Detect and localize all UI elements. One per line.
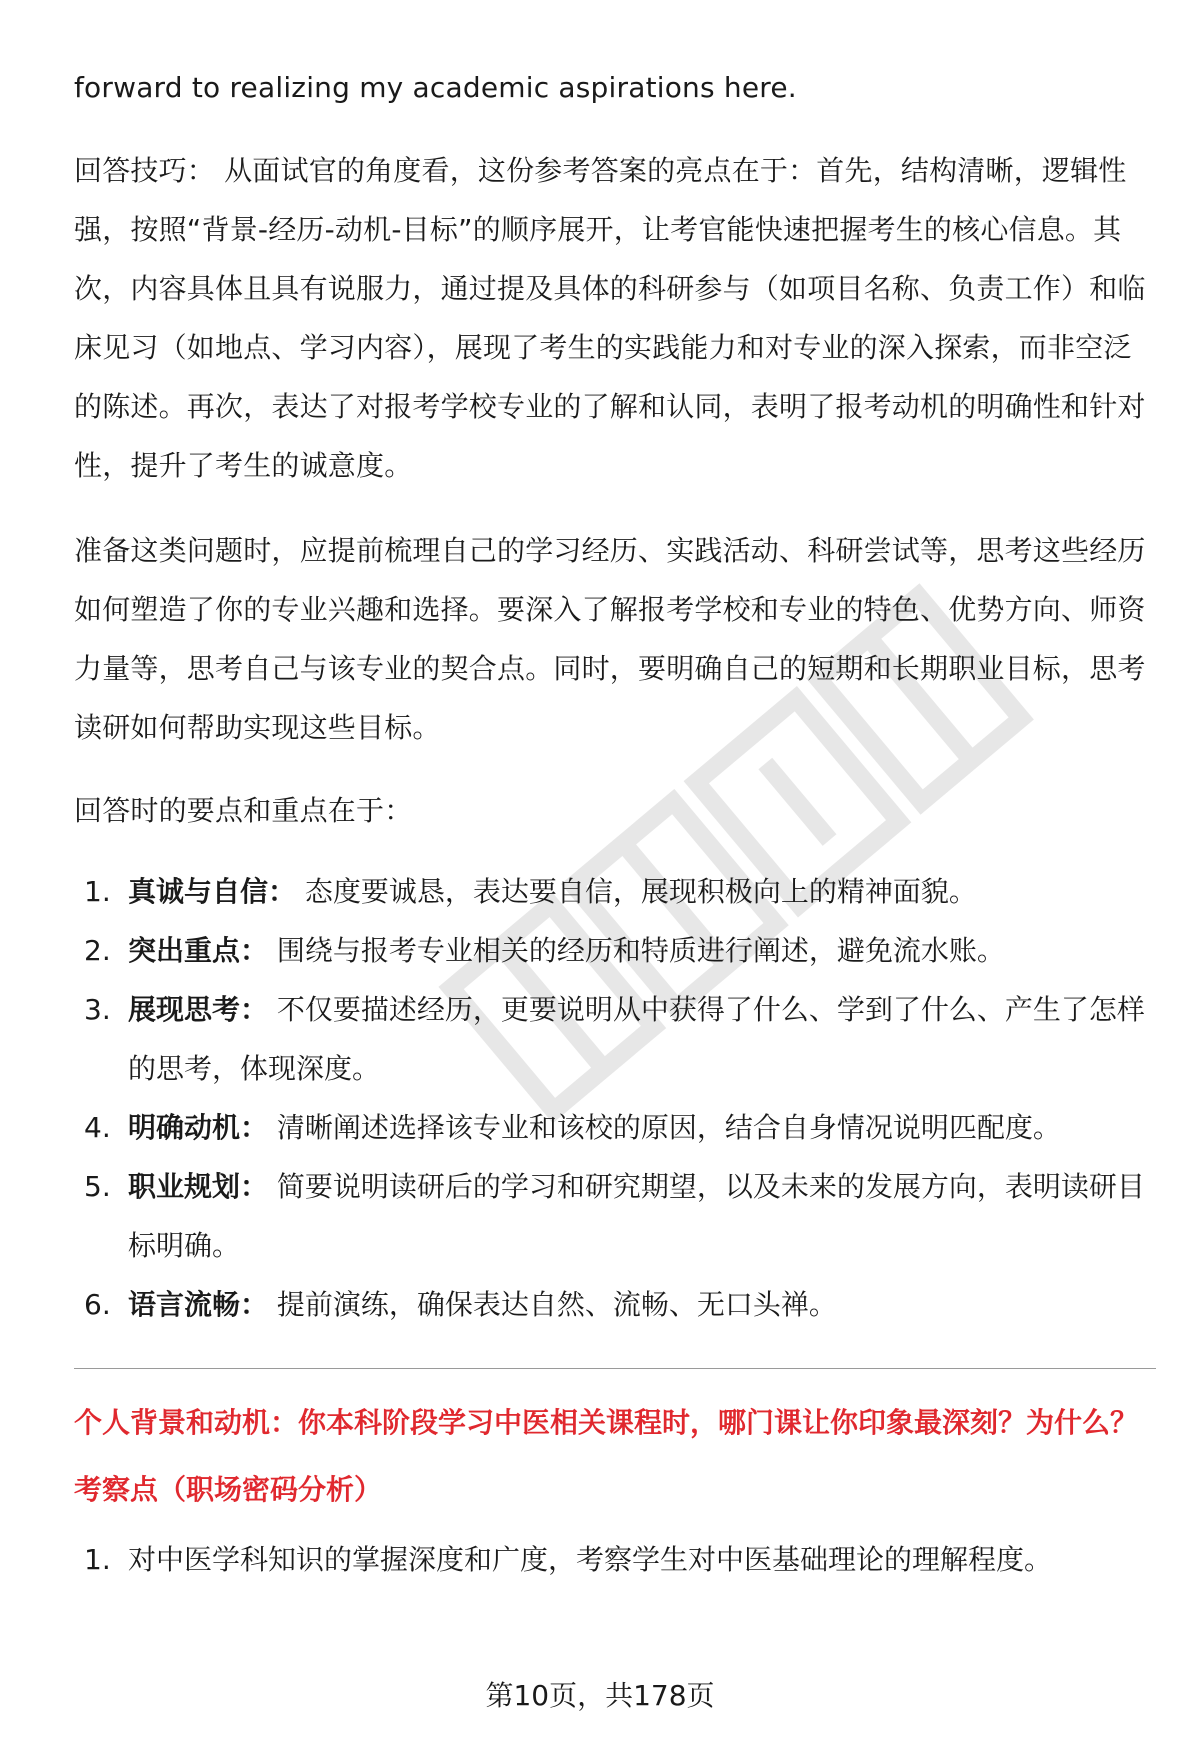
list-item-text: 简要说明读研后的学习和研究期望，以及未来的发展方向，表明读研目标明确。: [128, 1170, 1145, 1262]
intro-tail-text: forward to realizing my academic aspirations here.: [74, 71, 797, 104]
page-number-footer: 第10页，共178页: [485, 1679, 715, 1712]
list-number: 3.: [84, 993, 111, 1026]
exam-points-heading: 考察点（职场密码分析）: [74, 1473, 383, 1506]
list-item-text: 提前演练，确保表达自然、流畅、无口头禅。: [268, 1288, 837, 1321]
list-item-text: 不仅要描述经历，更要说明从中获得了什么、学到了什么、产生了怎样的思考，体现深度。: [128, 993, 1145, 1085]
list-item-text: 围绕与报考专业相关的经历和特质进行阐述，避免流水账。: [268, 934, 1005, 967]
list-item-text: 清晰阐述选择该专业和该校的原因，结合自身情况说明匹配度。: [268, 1111, 1061, 1144]
list-item-text: 态度要诚恳，表达要自信，展现积极向上的精神面貌。: [296, 875, 977, 908]
list-item-title: 突出重点：: [128, 934, 269, 967]
list-number: 4.: [84, 1111, 111, 1144]
list-item-title: 职业规划：: [128, 1170, 269, 1203]
list-item: [74, 862, 1154, 921]
list-item-title: 展现思考：: [128, 993, 269, 1026]
list-item-text: 对中医学科知识的掌握深度和广度，考察学生对中医基础理论的理解程度。: [128, 1543, 1053, 1576]
list-item-title: 真诚与自信：: [128, 875, 297, 908]
section-divider: [74, 1368, 1156, 1369]
key-points-intro: 回答时的要点和重点在于：: [74, 794, 413, 827]
list-item: [74, 1275, 1154, 1334]
exam-points-list: [74, 1538, 1154, 1582]
tips-paragraph: 回答技巧： 从面试官的角度看，这份参考答案的亮点在于：首先，结构清晰，逻辑性强，按照“背景-经历-动机-目标”的顺序展开，让考官能快速把握考生的核心信息。其次，内容具体且具有说服力，通过提及具体的科研参与（如项目名称、负责工作）和临床见习（如地点、学习内容），展现了考生的实践能力和对专业的深入探索，而非空泛的陈述。再次，表达了对报考学校专业的了解和认同，表明了报考动机的明确性和针对性，提升了考生的诚意度。: [74, 154, 1146, 482]
list-number: 2.: [84, 934, 111, 967]
list-item: [74, 1538, 1154, 1582]
list-number: 6.: [84, 1288, 111, 1321]
list-item: [74, 980, 1154, 1098]
list-item-title: 明确动机：: [128, 1111, 269, 1144]
list-item: [74, 1098, 1154, 1157]
preparation-paragraph: 准备这类问题时，应提前梳理自己的学习经历、实践活动、科研尝试等，思考这些经历如何塑造了你的专业兴趣和选择。要深入了解报考学校和专业的特色、优势方向、师资力量等，思考自己与该专业的契合点。同时，要明确自己的短期和长期职业目标，思考读研如何帮助实现这些目标。: [74, 534, 1146, 744]
list-item: [74, 1157, 1154, 1275]
list-number: 5.: [84, 1170, 111, 1203]
question-heading: 个人背景和动机：你本科阶段学习中医相关课程时，哪门课让你印象最深刻？为什么？: [74, 1406, 1139, 1439]
list-number: 1.: [84, 1543, 111, 1576]
main-content: [74, 58, 1154, 1582]
list-number: 1.: [84, 875, 111, 908]
key-points-list: [74, 862, 1154, 1334]
list-item-title: 语言流畅：: [128, 1288, 269, 1321]
list-item: [74, 921, 1154, 980]
